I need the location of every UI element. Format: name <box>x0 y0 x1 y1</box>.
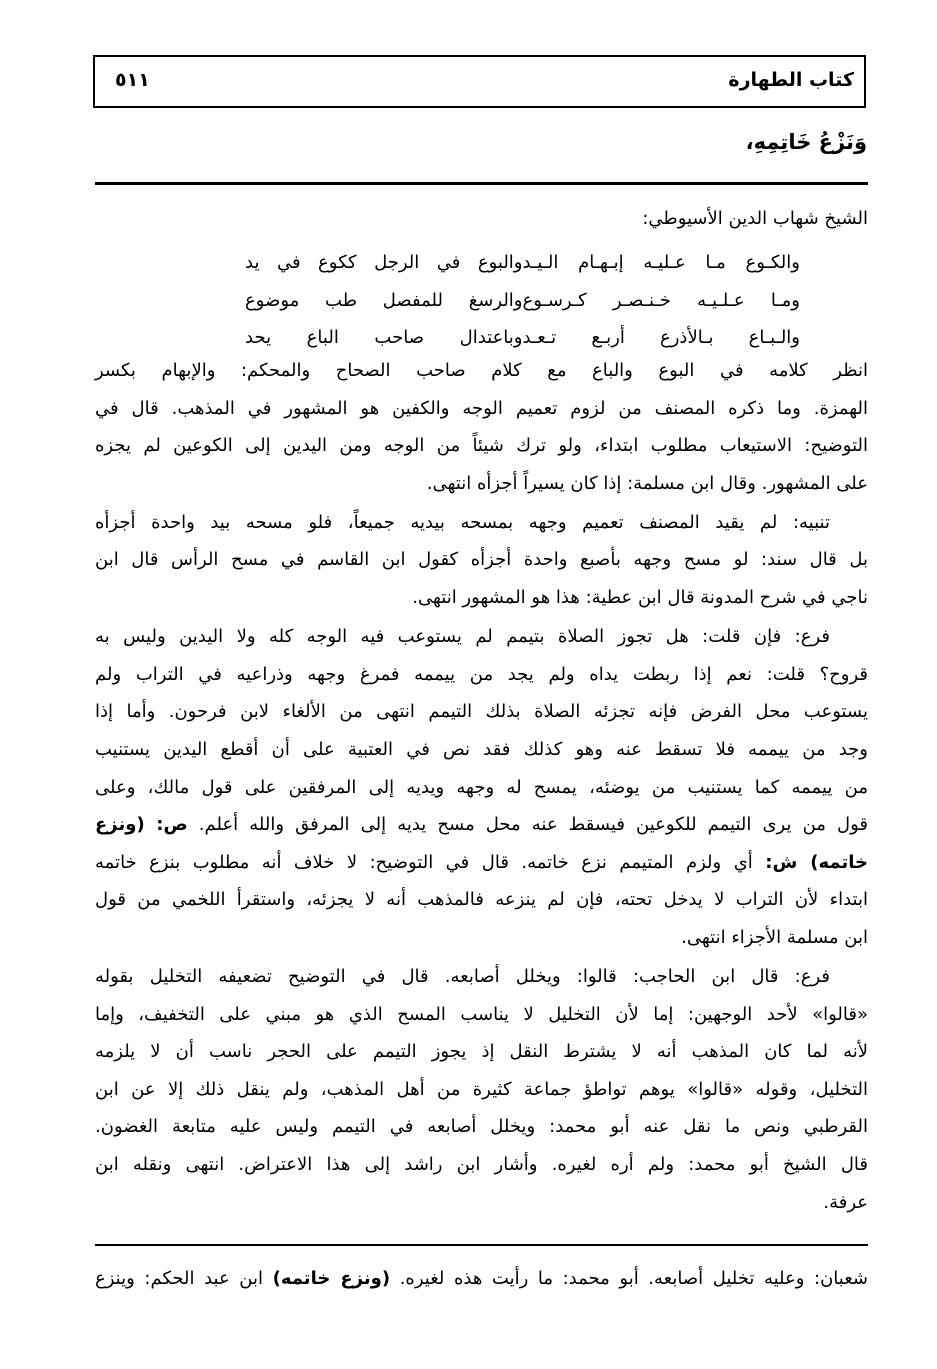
text-run: التوضيح: الاستيعاب مطلوب ابتداء، ولو ترك شيئاً من الوجه ومن اليدين إلى الكوعين لم يجزه <box>95 435 868 457</box>
first-hemistich: ومـا عـلـيـه خـنـصـر كـرسـوع <box>522 289 800 311</box>
text-line <box>95 1146 868 1184</box>
text-line <box>95 618 868 656</box>
text-line <box>95 919 868 957</box>
text-run: شعبان: وعليه تخليل أصابعه. أبو محمد: ما رأيت هذه لغيره. <box>390 1268 868 1289</box>
running-header <box>93 55 866 108</box>
text-line <box>95 693 868 731</box>
text-run: فرع: قال ابن الحاجب: قالوا: ويخلل أصابعه. قال في التوضيح تضعيفه التخليل بقوله <box>95 966 830 987</box>
text-line <box>95 1033 868 1071</box>
text-line <box>95 1184 868 1222</box>
text-run: عرفة. <box>823 1191 868 1213</box>
text-run: التخليل، وقوله «قالوا» يوهم تواطؤ جماعة كثيرة من أهل المذهب، ولم ينقل ذلك إلا عن ابن <box>95 1078 868 1100</box>
text-run: قول من يرى التيمم للكوعين فيسقط عنه محل مسح يديه إلى المرفق والله أعلم. <box>187 814 868 836</box>
paragraph <box>95 504 868 617</box>
verse-intro <box>95 200 868 238</box>
text-line <box>95 1108 868 1146</box>
text-run: لأنه لما كان المذهب أنه لا يشترط النقل إذ يجوز التيمم على الحجر ناسب أن لا يلزمه <box>95 1041 868 1063</box>
second-hemistich: وباعتدال صاحب الباع يحد <box>245 327 523 349</box>
text-line <box>95 1071 868 1109</box>
text-run: ابتداء لأن التراب لا يدخل تحته، فإن لم ينزعه فالمذهب أنه لا يجزئه، واستقرأ اللخمي من قول <box>95 889 868 911</box>
text-run: بل قال سند: لو مسح وجهه بأصبع واحدة أجزأه كقول ابن القاسم في مسح الرأس قال ابن <box>95 549 868 571</box>
text-run: انظر كلامه في البوع والباع مع كلام صاحب الصحاح والمحكم: والإبهام بكسر <box>95 360 868 381</box>
text-line <box>95 656 868 694</box>
matn-divider <box>95 182 868 185</box>
text-run: أي ولزم المتيمم نزع خاتمه. قال في التوضيح: لا خلاف أنه مطلوب بنزع خاتمه <box>95 851 766 873</box>
text-run: ابن عبد الحكم: وينزع <box>95 1268 273 1289</box>
bold-quote: (ونزع خاتمه) <box>272 1268 391 1289</box>
second-hemistich: والبوع في الرجل ككوع في يد <box>245 252 523 273</box>
text-line <box>95 844 868 882</box>
text-run: يستوعب محل الفرض فإنه تجزئه الصلاة بذلك التيمم انتهى من الألغاء لابن فرحون. وأما إذا <box>95 701 868 723</box>
paragraph <box>95 352 868 502</box>
text-line <box>95 541 868 579</box>
text-line <box>95 881 868 919</box>
verse-line <box>95 282 868 320</box>
text-run: على المشهور. وقال ابن مسلمة: إذا كان يسيراً أجزأه انتهى. <box>426 472 868 494</box>
text-line <box>95 769 868 807</box>
text-run: من ييممه كما يستنيب من يوضئه، يمسح له وجهه ويديه إلى المرفقين على قول مالك، وعلى <box>95 776 868 798</box>
bold-quote: خاتمه) ش: <box>765 851 868 873</box>
text-run: وجد من ييممه فلا تسقط عنه وهو كذلك فقد نص في العتبية على أن أقطع اليدين يستنيب <box>95 738 868 760</box>
text-run: تنبيه: لم يقيد المصنف تعميم وجهه بمسحه بيديه جميعاً، فلو مسحه بيد واحدة أجزأه <box>95 511 830 533</box>
text-run: ابن مسلمة الأجزاء انتهى. <box>681 926 868 948</box>
text-line <box>95 352 868 390</box>
bold-quote: ص: (ونزع <box>95 814 188 836</box>
paragraph <box>95 958 868 1221</box>
text-line <box>95 958 868 996</box>
text-run: ناجي في شرح المدونة قال ابن عطية: هذا هو المشهور انتهى. <box>412 587 868 609</box>
footnote <box>95 1260 868 1298</box>
second-hemistich: والرسغ للمفصل طب موضوع <box>245 289 523 311</box>
text-line <box>95 731 868 769</box>
text-line <box>95 427 868 465</box>
page-number: ٥١١ <box>115 69 150 91</box>
footnote-divider <box>95 1244 868 1246</box>
book-title: كتاب الطهارة <box>728 69 854 91</box>
text-run: القرطبي ونص ما نقل عنه أبو محمد: ويخلل أصابعه في التيمم وليس عليه متابعة الغضون. <box>95 1116 868 1138</box>
text-line <box>95 806 868 844</box>
poem <box>95 244 868 357</box>
matn-heading: وَنَزْعُ خَاتِمِهِ، <box>745 130 867 154</box>
text-run: قروح؟ قلت: نعم إذا ربطت يداه ولم يجد من ييممه فمرغ وجهه وذراعيه في التراب ولم <box>95 663 868 685</box>
footnote-line <box>95 1260 868 1298</box>
text-line <box>95 579 868 617</box>
commentary-body <box>95 352 868 1223</box>
text-line <box>95 996 868 1034</box>
first-hemistich: والكـوع مـا عـليـه إبـهـام الـيـد <box>522 252 800 273</box>
intro-line: الشيخ شهاب الدين الأسيوطي: <box>642 208 868 229</box>
text-run: الهمزة. وما ذكره المصنف من لزوم تعميم الوجه والكفين هو المشهور في المذهب. قال في <box>95 397 868 419</box>
verse-line <box>95 244 868 282</box>
text-run: قال الشيخ أبو محمد: ولم أره لغيره. وأشار ابن راشد إلى هذا الاعتراض. انتهى ونقله ابن <box>95 1153 868 1175</box>
text-run: فرع: فإن قلت: هل تجوز الصلاة بتيمم لم يستوعب فيه الوجه كله ولا اليدين وليس به <box>95 626 830 648</box>
text-run: «قالوا» لأحد الوجهين: إما لأن التخليل لا يناسب المسح الذي هو مبني على التخفيف، وإما <box>95 1003 868 1025</box>
text-line <box>95 390 868 428</box>
first-hemistich: والـبـاع بـالأذرع أربـع تـعـد <box>522 327 800 349</box>
paragraph <box>95 618 868 956</box>
text-line <box>95 504 868 542</box>
text-line <box>95 465 868 503</box>
